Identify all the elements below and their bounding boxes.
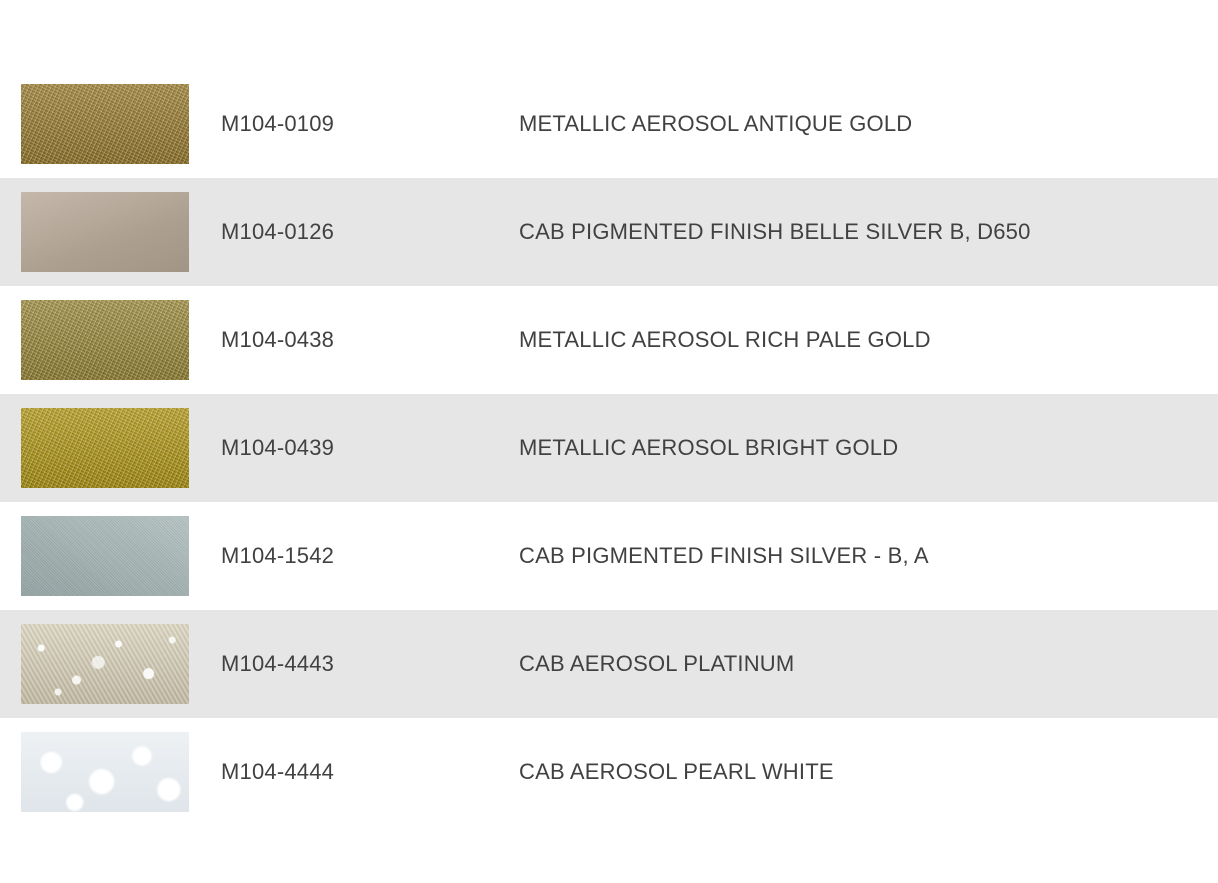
table-row[interactable]: [0, 718, 1218, 826]
swatch-platinum[interactable]: [21, 624, 189, 704]
table-row[interactable]: [0, 394, 1218, 502]
product-code: M104-4444: [221, 759, 335, 784]
swatch-bright-gold[interactable]: [21, 408, 189, 488]
swatch-silver-b-a[interactable]: [21, 516, 189, 596]
swatch-belle-silver[interactable]: [21, 192, 189, 272]
table-row[interactable]: [0, 610, 1218, 718]
product-code: M104-4443: [221, 651, 335, 676]
product-name: METALLIC AEROSOL RICH PALE GOLD: [519, 327, 931, 352]
product-code: M104-0126: [221, 219, 335, 244]
product-name: METALLIC AEROSOL ANTIQUE GOLD: [519, 111, 913, 136]
product-name: METALLIC AEROSOL BRIGHT GOLD: [519, 435, 899, 460]
product-name: CAB AEROSOL PLATINUM: [519, 651, 795, 676]
product-name: CAB PIGMENTED FINISH BELLE SILVER B, D650: [519, 219, 1031, 244]
table-row[interactable]: [0, 502, 1218, 610]
product-name: CAB AEROSOL PEARL WHITE: [519, 759, 834, 784]
swatch-rich-pale-gold[interactable]: [21, 300, 189, 380]
swatch-pearl-white[interactable]: [21, 732, 189, 812]
product-code: M104-0439: [221, 435, 335, 460]
swatch-antique-gold[interactable]: [21, 84, 189, 164]
table-row[interactable]: [0, 286, 1218, 394]
product-code: M104-0438: [221, 327, 335, 352]
table-row[interactable]: [0, 178, 1218, 286]
product-code: M104-1542: [221, 543, 335, 568]
product-code: M104-0109: [221, 111, 335, 136]
table-row[interactable]: [0, 70, 1218, 178]
product-name: CAB PIGMENTED FINISH SILVER - B, A: [519, 543, 929, 568]
